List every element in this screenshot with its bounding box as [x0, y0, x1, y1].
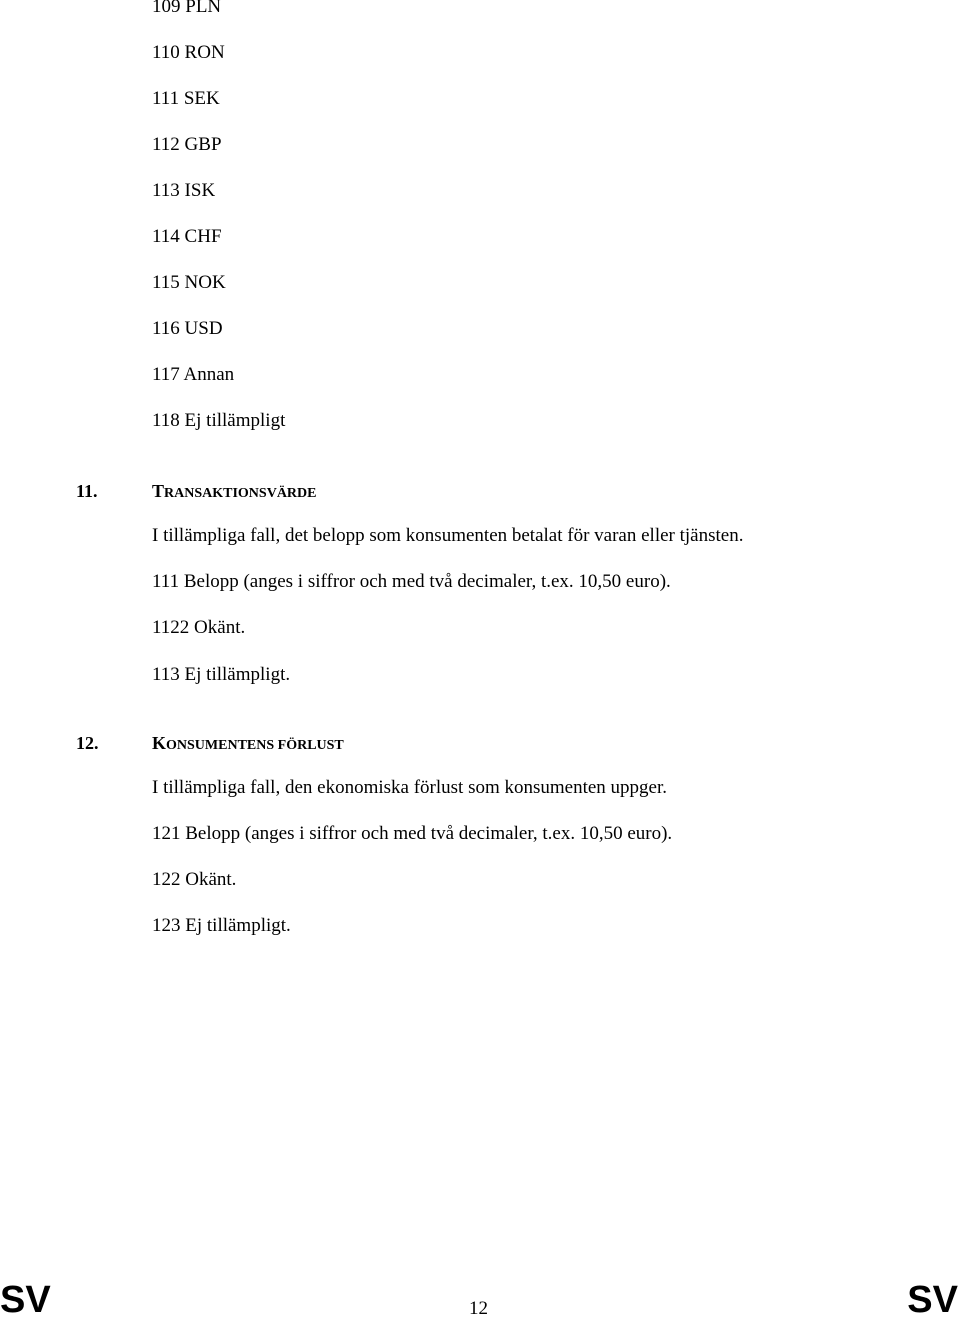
section-12-item: 121 Belopp (anges i siffror och med två decimaler, t.ex. 10,50 euro). — [152, 823, 673, 844]
currency-list-item: 115 NOK — [152, 272, 226, 293]
section-12-item: 122 Okänt. — [152, 869, 237, 890]
section-11-item: 113 Ej tillämpligt. — [152, 664, 291, 685]
section-11-title — [152, 480, 316, 505]
currency-list-item: 111 SEK — [152, 88, 220, 109]
currency-list-item: 112 GBP — [152, 134, 222, 155]
section-12-item: 123 Ej tillämpligt. — [152, 915, 291, 936]
section-12-description: I tillämpliga fall, den ekonomiska förlust som konsumenten uppger. — [152, 777, 668, 798]
currency-list-item: 113 ISK — [152, 180, 216, 201]
section-12-title-rest: ONSUMENTENS FÖRLUST — [166, 738, 344, 753]
section-12-number: 12. — [76, 733, 99, 753]
section-11-item: 111 Belopp (anges i siffror och med två decimaler, t.ex. 10,50 euro). — [152, 571, 671, 592]
section-11-title-initial: T — [152, 481, 165, 501]
section-11-item: 1122 Okänt. — [152, 617, 246, 638]
currency-list-item: 116 USD — [152, 318, 223, 339]
section-11-number: 11. — [76, 481, 98, 501]
footer-language-code-left: SV — [0, 1279, 51, 1321]
currency-list-item: 110 RON — [152, 42, 225, 63]
section-12-title-initial: K — [152, 733, 167, 753]
section-11-title-rest: RANSAKTIONSVÄRDE — [164, 486, 317, 501]
currency-list-item: 118 Ej tillämpligt — [152, 410, 286, 431]
page-number: 12 — [469, 1298, 488, 1319]
currency-list-item: 109 PLN — [152, 0, 222, 17]
currency-list-item: 117 Annan — [152, 364, 235, 385]
currency-list-item: 114 CHF — [152, 226, 222, 247]
footer-language-code-right: SV — [907, 1279, 958, 1321]
section-12-title — [152, 732, 344, 757]
section-11-description: I tillämpliga fall, det belopp som konsumenten betalat för varan eller tjänsten. — [152, 525, 744, 546]
